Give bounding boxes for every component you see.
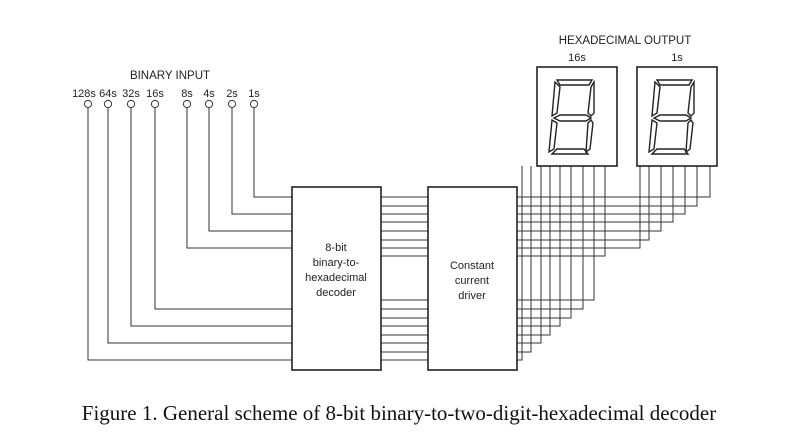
input-wire-64s: [108, 108, 292, 343]
input-wires: [88, 108, 292, 360]
figure-caption: Figure 1. General scheme of 8-bit binary-to-two-digit-hexadecimal decoder: [81, 401, 717, 425]
decoder-label-line-4: decoder: [316, 287, 356, 299]
input-terminal-8s: [183, 100, 190, 107]
bit-label-64s: 64s: [99, 88, 117, 100]
bit-labels: [72, 88, 260, 100]
input-wire-2s: [232, 108, 292, 214]
bit-label-2s: 2s: [226, 88, 238, 100]
decoder-label-line-2: binary-to-: [312, 257, 360, 269]
bit-label-16s: 16s: [146, 88, 164, 100]
binary-input-title: BINARY INPUT: [129, 70, 211, 82]
driver-label-line-3: driver: [458, 290, 486, 302]
input-terminal-1s: [250, 100, 257, 107]
bit-label-32s: 32s: [122, 88, 140, 100]
driver-to-display-wires: [517, 166, 710, 360]
seven-segment-display-16s: [537, 67, 617, 166]
input-wire-8s: [187, 108, 292, 248]
input-wire-128s: [88, 108, 292, 360]
input-wire-1s: [254, 108, 292, 197]
bit-label-1s: 1s: [248, 88, 260, 100]
driver-label-line-1: Constant: [449, 260, 495, 272]
input-terminals: [84, 100, 257, 107]
driver-label-line-2: current: [454, 275, 490, 287]
decoder-to-driver-wires: [381, 197, 428, 360]
bit-label-4s: 4s: [203, 88, 215, 100]
input-terminal-4s: [205, 100, 212, 107]
bit-label-128s: 128s: [72, 88, 96, 100]
display-label-16s: 16s: [568, 52, 586, 64]
input-terminal-16s: [151, 100, 158, 107]
input-terminal-128s: [84, 100, 91, 107]
input-wire-4s: [209, 108, 292, 231]
input-terminal-64s: [104, 100, 111, 107]
bit-label-8s: 8s: [181, 88, 193, 100]
input-wire-16s: [155, 108, 292, 309]
hex-output-title: HEXADECIMAL OUTPUT: [558, 35, 692, 47]
decoder-label-line-1: 8-bit: [325, 242, 347, 254]
input-terminal-2s: [228, 100, 235, 107]
input-terminal-32s: [127, 100, 134, 107]
display-label-1s: 1s: [671, 52, 683, 64]
seven-segment-display-1s: [637, 67, 717, 166]
decoder-label-line-3: hexadecimal: [305, 272, 367, 284]
